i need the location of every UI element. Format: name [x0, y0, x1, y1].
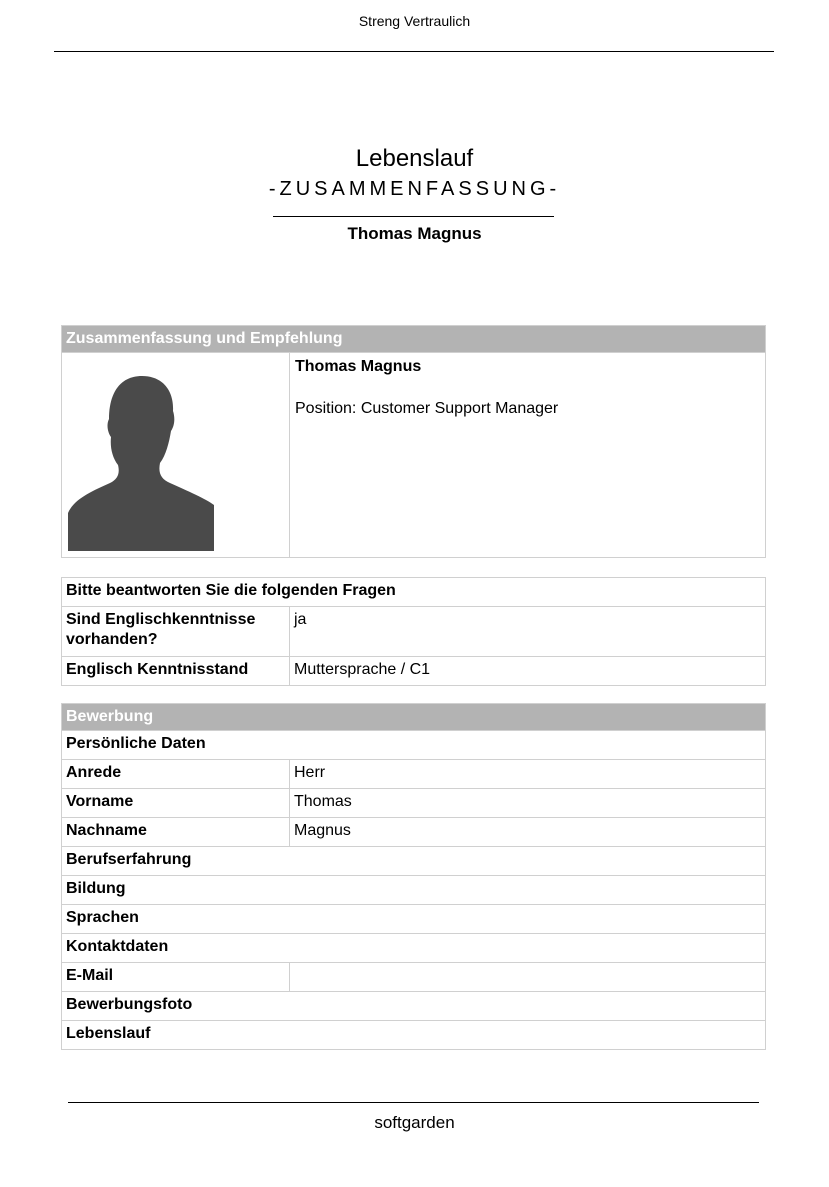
footer-divider	[68, 1102, 759, 1103]
salutation-value: Herr	[290, 760, 766, 789]
questions-title: Bitte beantworten Sie die folgenden Fragen	[62, 578, 766, 607]
summary-table	[61, 325, 766, 558]
email-label: E-Mail	[62, 963, 290, 992]
summary-section-header: Zusammenfassung und Empfehlung	[62, 326, 766, 353]
first-name-label: Vorname	[62, 789, 290, 818]
last-name-value: Magnus	[290, 818, 766, 847]
email-value	[290, 963, 766, 992]
summary-candidate-name: Thomas Magnus	[295, 358, 422, 375]
question-answer: Muttersprache / C1	[290, 657, 766, 686]
question-label: Sind Englischkenntnisse vorhanden?	[62, 607, 290, 657]
education-heading: Bildung	[62, 876, 766, 905]
first-name-value: Thomas	[290, 789, 766, 818]
languages-heading: Sprachen	[62, 905, 766, 934]
candidate-name: Thomas Magnus	[347, 224, 482, 243]
summary-position: Position: Customer Support Manager	[295, 400, 559, 417]
experience-heading: Berufserfahrung	[62, 847, 766, 876]
salutation-label: Anrede	[62, 760, 290, 789]
question-answer: ja	[290, 607, 766, 657]
candidate-photo	[62, 353, 290, 558]
application-table	[61, 703, 766, 1050]
questions-table	[61, 577, 766, 686]
question-label: Englisch Kenntnisstand	[62, 657, 290, 686]
person-silhouette-icon	[68, 373, 214, 551]
summary-details	[290, 353, 766, 558]
document-subtitle: -ZUSAMMENFASSUNG-	[268, 178, 561, 200]
application-photo-heading: Bewerbungsfoto	[62, 992, 766, 1021]
title-divider	[273, 216, 554, 217]
application-section-header: Bewerbung	[62, 704, 766, 731]
personal-data-heading: Persönliche Daten	[62, 731, 766, 760]
header-divider	[54, 51, 774, 52]
document-title: Lebenslauf	[355, 145, 474, 172]
last-name-label: Nachname	[62, 818, 290, 847]
footer-brand: softgarden	[374, 1113, 455, 1132]
cv-heading: Lebenslauf	[62, 1021, 766, 1050]
contact-heading: Kontaktdaten	[62, 934, 766, 963]
confidential-label: Streng Vertraulich	[358, 13, 471, 29]
